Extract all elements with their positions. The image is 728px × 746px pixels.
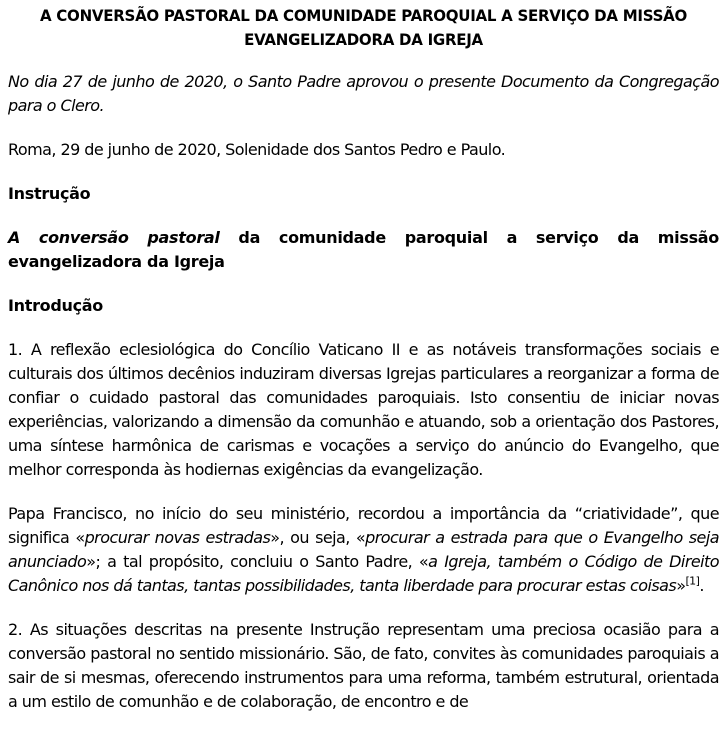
document-subtitle: [8, 226, 719, 274]
intro-heading: Introdução: [8, 296, 103, 315]
paragraph-text: », ou seja, «: [270, 528, 366, 547]
paragraph-text: »: [676, 576, 686, 595]
quote-text: procurar novas estradas: [84, 528, 271, 547]
section-label: Instrução: [8, 184, 91, 203]
subtitle-rest: da comunidade paroquial a serviço da missão evangelizadora da Igreja: [8, 228, 719, 271]
footnote-link[interactable]: [1]: [685, 574, 700, 588]
paragraph-text: »; a tal propósito, concluiu o Santo Padre, «: [86, 552, 429, 571]
paragraph-1: 1. A reflexão eclesiológica do Concílio Vaticano II e as notáveis transformações sociais e culturais dos últimos decênios induziram diversas Igrejas particulares a reorganizar a forma de confiar o cuidado pastoral das comunidades paroquiais. Isto consentiu de iniciar novas experiências, valorizando a dimensão da comunhão e atuando, sob a orientação dos Pastores, uma síntese harmônica de carismas e vocações a serviço do anúncio do Evangelho, que melhor corresponda às hodiernas exigências da evangelização.: [8, 340, 719, 479]
paragraph-text: Papa Francisco, no início do seu ministério, recordou a importância da “criatividade”, que significa «: [8, 504, 719, 547]
document-title: A CONVERSÃO PASTORAL DA COMUNIDADE PAROQUIAL A SERVIÇO DA MISSÃO EVANGELIZADORA DA IGREJA: [39, 6, 687, 49]
subtitle-italic-part: A conversão pastoral: [8, 228, 220, 247]
quote-text: procurar a estrada para que o Evangelho seja anunciado: [8, 528, 720, 571]
approval-note: No dia 27 de junho de 2020, o Santo Padre aprovou o presente Documento da Congregação para o Clero.: [8, 72, 719, 115]
paragraph-francisco: [8, 502, 719, 598]
date-line: Roma, 29 de junho de 2020, Solenidade dos Santos Pedro e Paulo.: [8, 140, 506, 159]
paragraph-2: 2. As situações descritas na presente Instrução representam uma preciosa ocasião para a conversão pastoral no sentido missionário. São, de fato, convites às comunidades paroquiais a sair de si mesmas, oferecendo instrumentos para uma reforma, também estrutural, orientada a um estilo de comunhão e de colaboração, de encontro e de: [8, 620, 719, 711]
paragraph-text: .: [699, 576, 704, 595]
quote-text: a Igreja, também o Código de Direito Canônico nos dá tantas, tantas possibilidades, tanta liberdade para procurar estas coisas: [8, 552, 719, 595]
